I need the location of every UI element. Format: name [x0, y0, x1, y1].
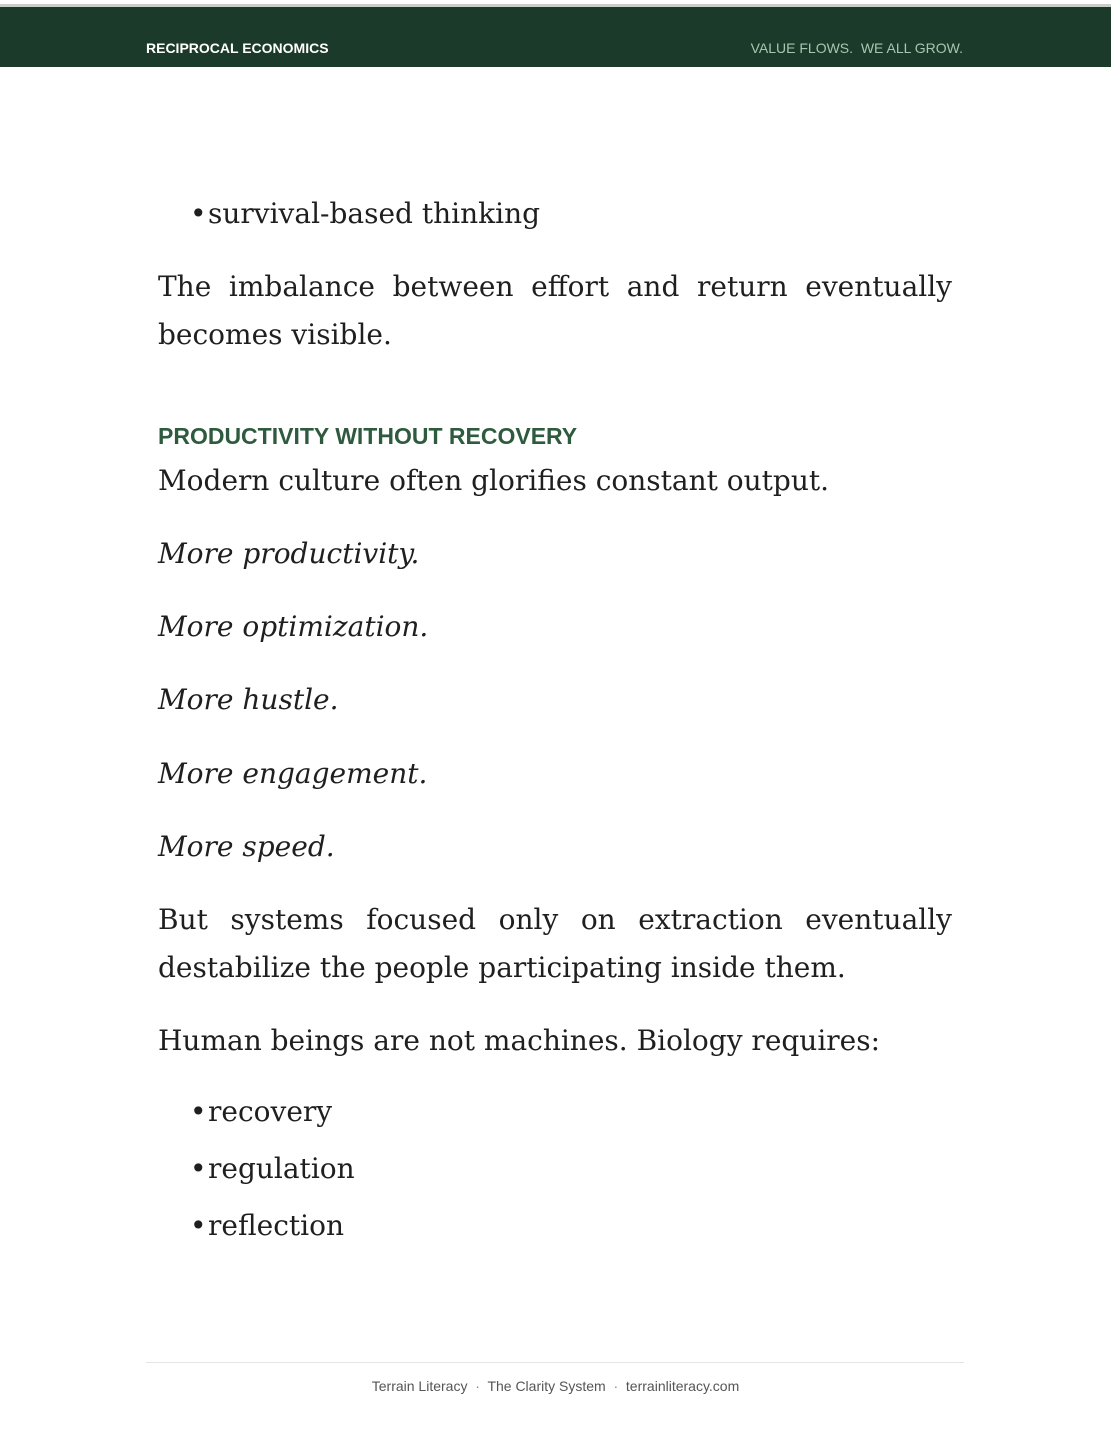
list-item	[190, 1152, 355, 1186]
list-item-text: regulation	[208, 1152, 355, 1185]
list-item	[190, 197, 540, 231]
footer-separator: ·	[613, 1378, 619, 1394]
paragraph-imbalance: The imbalance between effort and return eventually becomes visible.	[158, 270, 952, 351]
italic-line: More optimization.	[158, 610, 429, 643]
bullet-marker: •	[190, 1095, 207, 1128]
bullet-marker: •	[190, 197, 207, 230]
list-item-text: recovery	[208, 1095, 333, 1128]
italic-line: More productivity.	[158, 537, 420, 570]
list-item-text: survival-based thinking	[208, 197, 541, 230]
brand-title[interactable]: RECIPROCAL ECONOMICS	[146, 40, 329, 56]
section-heading: PRODUCTIVITY WITHOUT RECOVERY	[158, 423, 578, 449]
footer-link-website[interactable]: terrainliteracy.com	[625, 1378, 740, 1394]
footer-divider	[146, 1362, 964, 1363]
site-footer	[0, 1377, 1111, 1395]
italic-line: More speed.	[158, 830, 335, 863]
bullet-marker: •	[190, 1209, 207, 1242]
paragraph-human-beings: Human beings are not machines. Biology requires:	[158, 1024, 881, 1057]
italic-line: More hustle.	[158, 683, 339, 716]
list-item	[190, 1209, 344, 1243]
paragraph-modern-culture: Modern culture often glorifies constant output.	[158, 464, 830, 497]
footer-link-terrain-literacy[interactable]: Terrain Literacy	[371, 1378, 468, 1394]
italic-line: More engagement.	[158, 757, 428, 790]
paragraph-systems: But systems focused only on extraction eventually destabilize the people participating inside them.	[158, 903, 952, 984]
footer-separator: ·	[475, 1378, 480, 1394]
header-tagline: VALUE FLOWS. WE ALL GROW.	[750, 40, 963, 56]
list-item	[190, 1095, 332, 1129]
bullet-marker: •	[190, 1152, 207, 1185]
list-item-text: reflection	[208, 1209, 344, 1242]
site-header	[0, 7, 1111, 67]
footer-link-clarity-system[interactable]: The Clarity System	[487, 1378, 606, 1394]
